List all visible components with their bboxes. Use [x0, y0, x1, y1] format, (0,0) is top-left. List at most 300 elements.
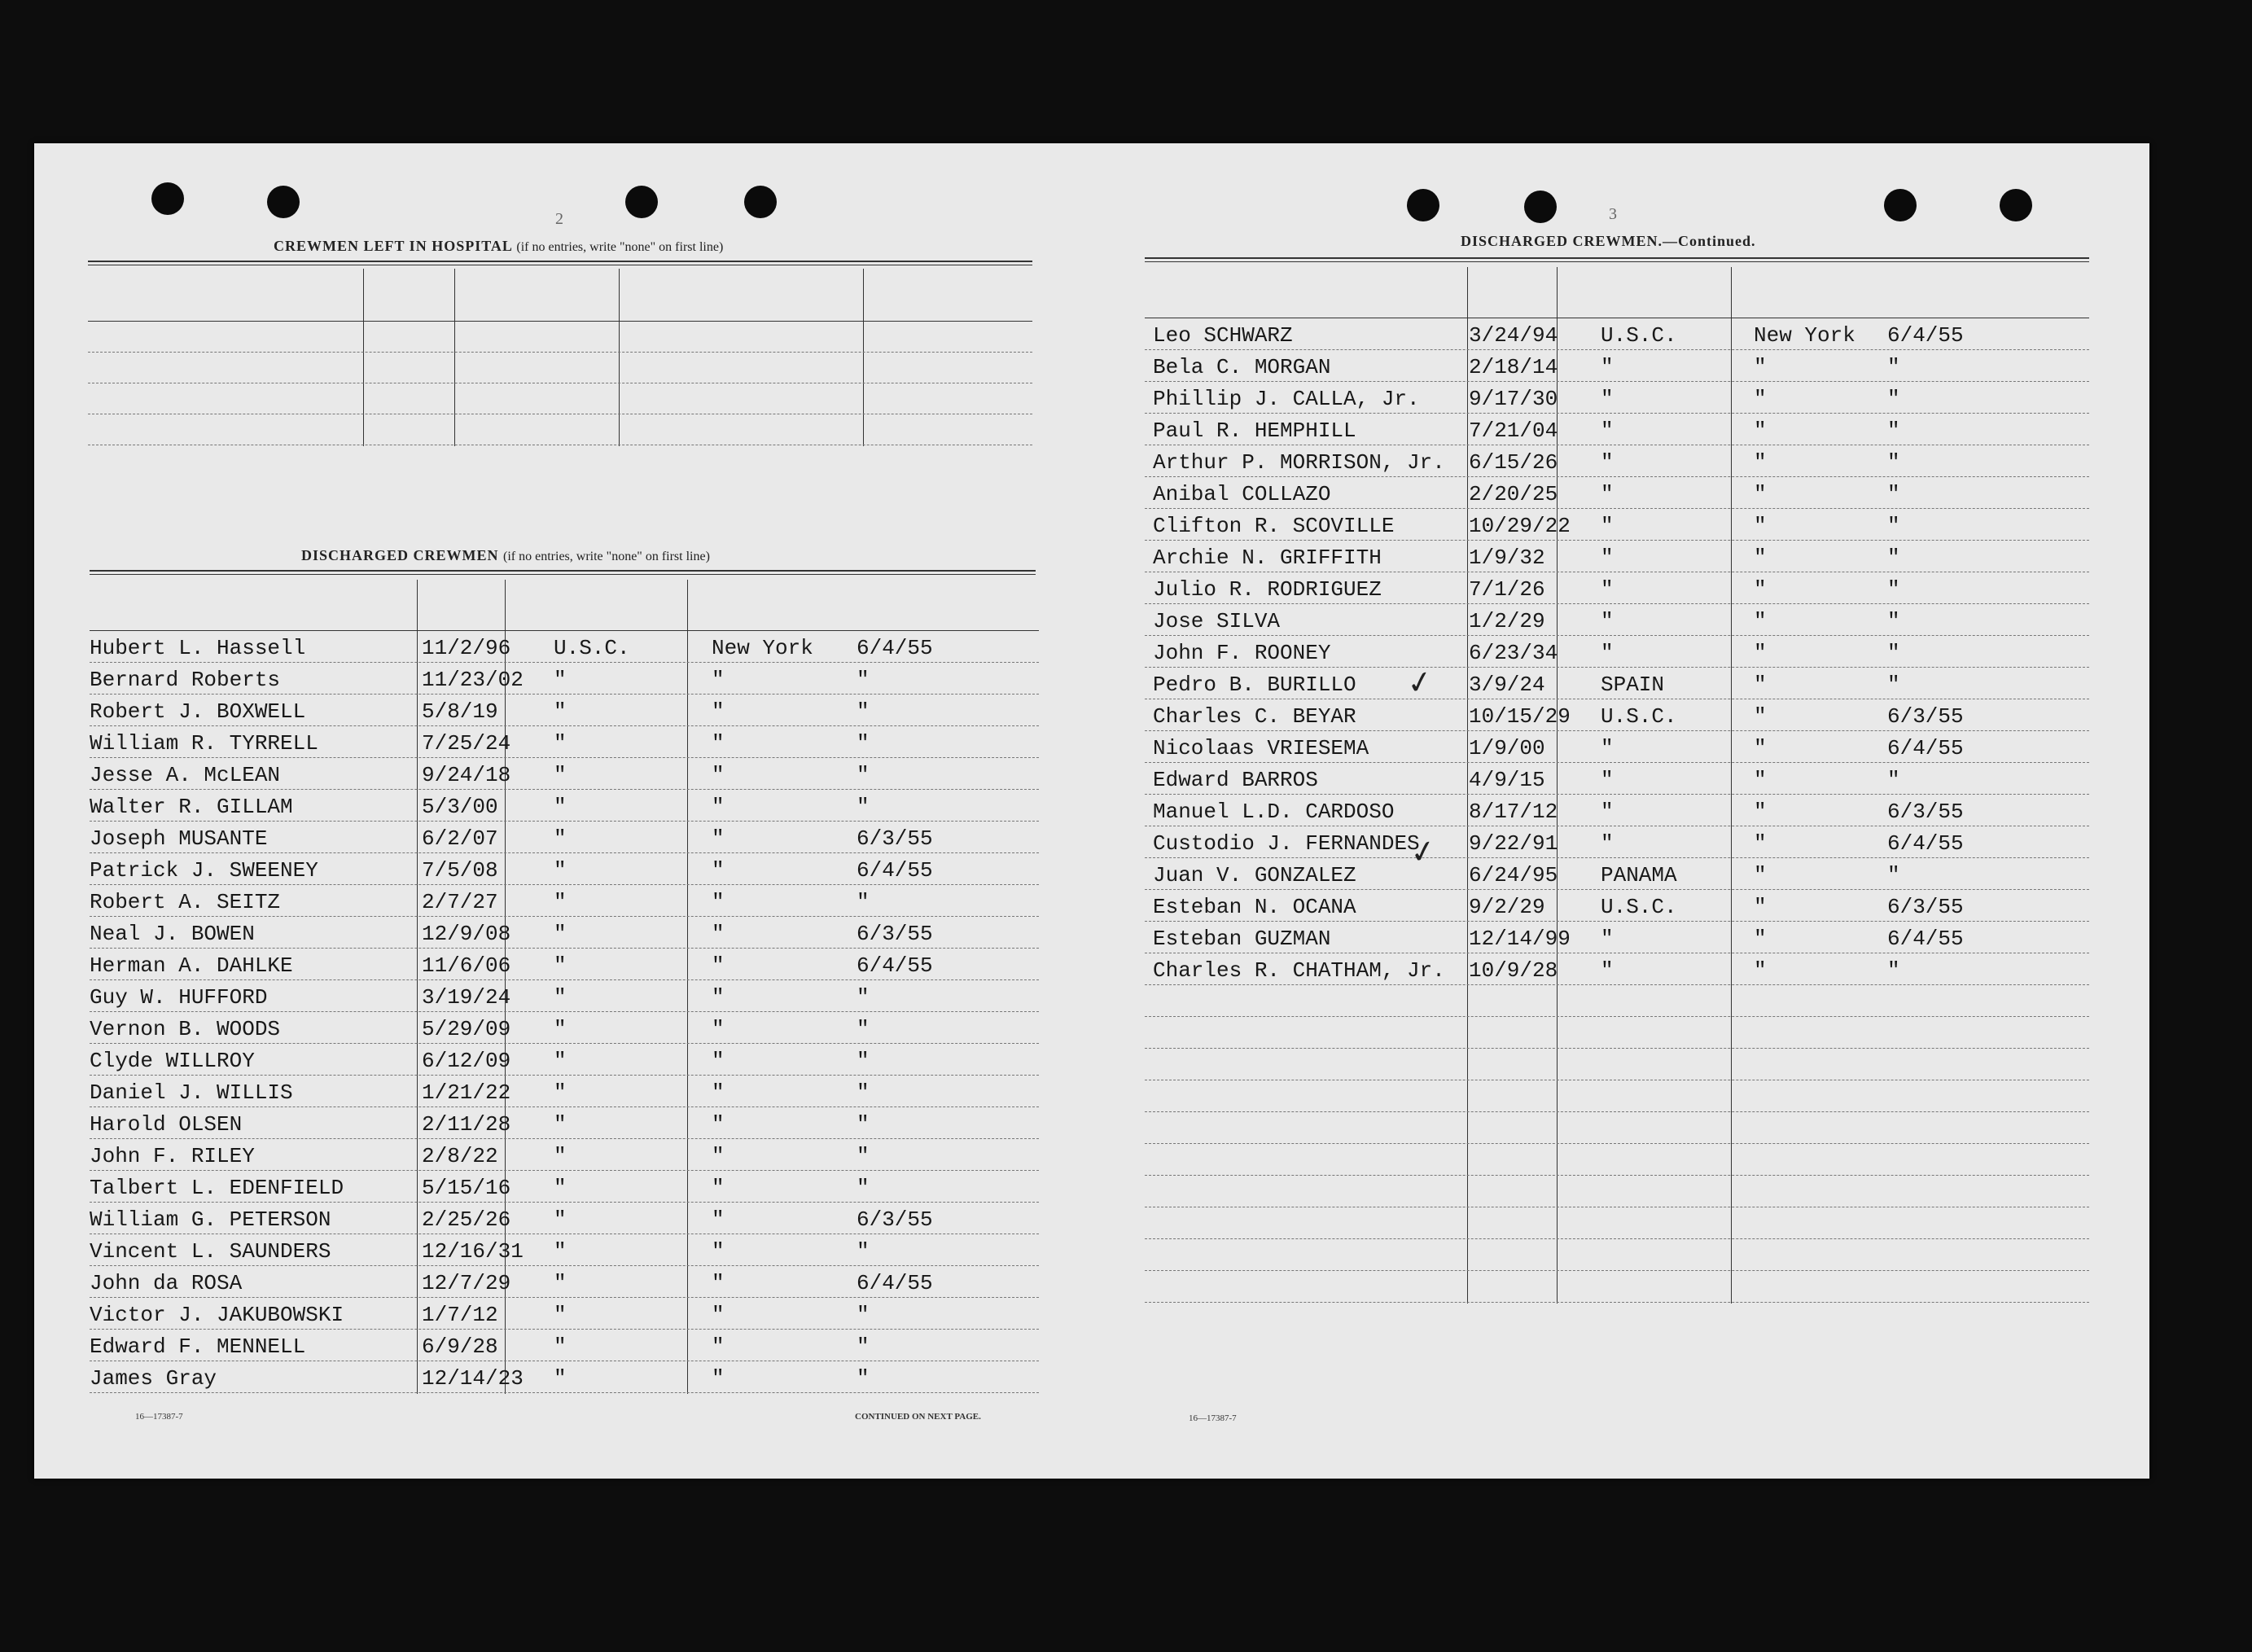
signed-on-date: 6/3/55	[857, 922, 933, 946]
signed-on-place: "	[712, 699, 725, 724]
signed-on-place: "	[712, 763, 725, 787]
date-of-birth: 6/24/95	[1469, 863, 1558, 887]
crew-name: Harold OLSEN	[90, 1112, 243, 1137]
signed-on-place: "	[712, 1366, 725, 1391]
signed-on-place: "	[1754, 800, 1767, 824]
signed-on-date: "	[1887, 355, 1900, 379]
table-row	[34, 1014, 870, 1044]
date-of-birth: 6/2/07	[422, 826, 498, 851]
table-row	[34, 1110, 870, 1139]
table-row	[34, 1205, 933, 1234]
signed-on-date: "	[1887, 863, 1900, 887]
crew-name: Joseph MUSANTE	[90, 826, 268, 851]
citizenship: "	[554, 1112, 567, 1137]
signed-on-date: 6/4/55	[857, 1271, 933, 1295]
date-of-birth: 2/7/27	[422, 890, 498, 914]
crew-name: John F. ROONEY	[1153, 641, 1331, 665]
date-of-birth: 6/15/26	[1469, 450, 1558, 475]
crew-name: Walter R. GILLAM	[90, 795, 293, 819]
row-rule	[1145, 1016, 2089, 1017]
hospital-title-text: CREWMEN LEFT IN HOSPITAL	[274, 238, 512, 254]
citizenship: "	[1601, 482, 1614, 506]
row-rule	[88, 352, 1032, 353]
signed-on-place: "	[1754, 768, 1767, 792]
column-header	[1145, 270, 1467, 282]
signed-on-date: "	[857, 985, 870, 1010]
table-row	[34, 1300, 870, 1330]
date-of-birth: 6/12/09	[422, 1049, 511, 1073]
table-row	[34, 983, 870, 1012]
crew-name: Leo SCHWARZ	[1153, 323, 1293, 348]
crew-name: William R. TYRRELL	[90, 731, 318, 756]
signed-on-date: "	[857, 731, 870, 756]
signed-on-place: "	[712, 953, 725, 978]
crew-name: Talbert L. EDENFIELD	[90, 1176, 344, 1200]
crew-name: Clyde WILLROY	[90, 1049, 255, 1073]
citizenship: "	[1601, 418, 1614, 443]
signed-on-date: "	[1887, 609, 1900, 633]
header-rule	[88, 321, 1032, 322]
crew-name: Edward F. MENNELL	[90, 1334, 306, 1359]
citizenship: "	[1601, 958, 1614, 983]
punch-hole	[1407, 189, 1439, 221]
page-number-right: 3	[1609, 205, 1617, 223]
crew-name: Bernard Roberts	[90, 668, 281, 692]
signed-on-place: "	[712, 1207, 725, 1232]
signed-on-place: "	[1754, 387, 1767, 411]
signed-on-place: "	[712, 985, 725, 1010]
signed-on-place: "	[712, 1303, 725, 1327]
row-rule	[1145, 1238, 2089, 1239]
date-of-birth: 1/9/32	[1469, 546, 1545, 570]
date-of-birth: 11/2/96	[422, 636, 511, 660]
date-of-birth: 1/2/29	[1469, 609, 1545, 633]
date-of-birth: 2/20/25	[1469, 482, 1558, 506]
signed-on-date: "	[1887, 482, 1900, 506]
right-top-rule	[1145, 257, 2089, 262]
crew-name: Arthur P. MORRISON, Jr.	[1153, 450, 1445, 475]
crew-name: Esteban GUZMAN	[1153, 927, 1331, 951]
signed-on-place: "	[1754, 418, 1767, 443]
table-row	[34, 480, 1900, 509]
citizenship: "	[1601, 514, 1614, 538]
date-of-birth: 9/17/30	[1469, 387, 1558, 411]
table-row	[34, 448, 1900, 477]
crew-name: Vernon B. WOODS	[90, 1017, 281, 1041]
citizenship: "	[1601, 800, 1614, 824]
crew-name: Jose SILVA	[1153, 609, 1281, 633]
signed-on-date: 6/4/55	[1887, 927, 1964, 951]
table-row	[34, 384, 1900, 414]
signed-on-place: "	[712, 922, 725, 946]
signed-on-date: "	[1887, 958, 1900, 983]
signed-on-place: "	[1754, 546, 1767, 570]
signed-on-place: "	[712, 1049, 725, 1073]
citizenship: U.S.C.	[1601, 704, 1677, 729]
form-number-right: 16—17387-7	[1189, 1413, 1237, 1423]
signed-on-date: "	[857, 1366, 870, 1391]
row-rule	[1145, 1048, 2089, 1049]
citizenship: PANAMA	[1601, 863, 1677, 887]
punch-hole	[744, 186, 777, 218]
citizenship: "	[554, 668, 567, 692]
citizenship: "	[554, 1366, 567, 1391]
signed-on-date: 6/3/55	[857, 1207, 933, 1232]
column-divider	[863, 269, 864, 446]
column-divider	[363, 269, 364, 446]
date-of-birth: 10/29/22	[1469, 514, 1571, 538]
date-of-birth: 11/23/02	[422, 668, 524, 692]
date-of-birth: 1/9/00	[1469, 736, 1545, 760]
citizenship: "	[1601, 641, 1614, 665]
citizenship: "	[554, 1303, 567, 1327]
table-row	[34, 575, 1900, 604]
date-of-birth: 7/21/04	[1469, 418, 1558, 443]
citizenship: "	[554, 858, 567, 883]
crew-name: Esteban N. OCANA	[1153, 895, 1356, 919]
date-of-birth: 8/17/12	[1469, 800, 1558, 824]
signed-on-date: "	[857, 1303, 870, 1327]
table-row	[34, 511, 1900, 541]
date-of-birth: 10/15/29	[1469, 704, 1571, 729]
crew-name: Neal J. BOWEN	[90, 922, 255, 946]
citizenship: SPAIN	[1601, 673, 1665, 697]
signed-on-place: "	[1754, 927, 1767, 951]
signed-on-date: "	[1887, 673, 1900, 697]
handwritten-check-mark: ✓	[1404, 662, 1436, 703]
crew-name: Juan V. GONZALEZ	[1153, 863, 1356, 887]
citizenship: "	[554, 795, 567, 819]
table-row	[34, 607, 1900, 636]
citizenship: "	[554, 763, 567, 787]
row-rule	[1145, 635, 2089, 636]
citizenship: "	[554, 985, 567, 1010]
crew-name: Hubert L. Hassell	[90, 636, 306, 660]
signed-on-date: 6/3/55	[857, 826, 933, 851]
signed-on-date: "	[1887, 768, 1900, 792]
crew-name: Patrick J. SWEENEY	[90, 858, 318, 883]
column-header	[863, 272, 1032, 283]
punch-hole	[151, 182, 184, 215]
table-row	[34, 416, 1900, 445]
crew-name: Daniel J. WILLIS	[90, 1080, 293, 1105]
continued-note: CONTINUED ON NEXT PAGE.	[855, 1412, 981, 1422]
column-divider	[619, 269, 620, 446]
signed-on-date: "	[857, 1144, 870, 1168]
date-of-birth: 12/7/29	[422, 1271, 511, 1295]
citizenship: "	[554, 1239, 567, 1264]
signed-on-place: "	[712, 1334, 725, 1359]
crew-name: James Gray	[90, 1366, 217, 1391]
crew-name: Robert A. SEITZ	[90, 890, 281, 914]
signed-on-place: "	[712, 1144, 725, 1168]
citizenship: "	[554, 922, 567, 946]
signed-on-date: "	[1887, 418, 1900, 443]
signed-on-date: "	[1887, 641, 1900, 665]
table-row	[34, 1173, 870, 1203]
handwritten-check-mark: ✓	[1407, 831, 1439, 872]
citizenship: "	[554, 1176, 567, 1200]
signed-on-date: "	[857, 1080, 870, 1105]
citizenship: "	[1601, 927, 1614, 951]
citizenship: U.S.C.	[1601, 323, 1677, 348]
punch-hole	[1884, 189, 1917, 221]
date-of-birth: 11/6/06	[422, 953, 511, 978]
signed-on-place: "	[1754, 641, 1767, 665]
date-of-birth: 12/14/23	[422, 1366, 524, 1391]
hospital-top-rule	[88, 261, 1032, 265]
crew-name: Guy W. HUFFORD	[90, 985, 268, 1010]
date-of-birth: 1/21/22	[422, 1080, 511, 1105]
hospital-section-title	[274, 238, 723, 255]
punch-hole	[267, 186, 300, 218]
row-rule	[1145, 1270, 2089, 1271]
crew-name: Charles R. CHATHAM, Jr.	[1153, 958, 1445, 983]
date-of-birth: 9/24/18	[422, 763, 511, 787]
citizenship: "	[554, 1207, 567, 1232]
column-divider	[417, 580, 418, 1394]
column-header	[363, 272, 454, 283]
discharged-title-note: (if no entries, write "none" on first line)	[503, 550, 710, 563]
signed-on-date: 6/3/55	[1887, 800, 1964, 824]
crew-name: Victor J. JAKUBOWSKI	[90, 1303, 344, 1327]
signed-on-date: "	[1887, 514, 1900, 538]
discharged-title-text: DISCHARGED CREWMEN	[301, 547, 499, 563]
signed-on-date: 6/4/55	[857, 858, 933, 883]
punch-hole	[625, 186, 658, 218]
signed-on-place: "	[1754, 514, 1767, 538]
row-rule	[1145, 1111, 2089, 1112]
signed-on-date: 6/4/55	[1887, 831, 1964, 856]
crew-name: Bela C. MORGAN	[1153, 355, 1331, 379]
table-row	[34, 321, 1964, 350]
crew-name: Jesse A. McLEAN	[90, 763, 281, 787]
crew-name: Phillip J. CALLA, Jr.	[1153, 387, 1420, 411]
crew-name: Edward BARROS	[1153, 768, 1318, 792]
signed-on-date: "	[857, 1176, 870, 1200]
date-of-birth: 2/18/14	[1469, 355, 1558, 379]
signed-on-place: "	[1754, 450, 1767, 475]
date-of-birth: 12/14/99	[1469, 927, 1571, 951]
table-row	[34, 1142, 870, 1171]
signed-on-date: "	[1887, 450, 1900, 475]
table-row	[34, 1046, 870, 1076]
signed-on-place: "	[1754, 609, 1767, 633]
signed-on-place: "	[712, 1271, 725, 1295]
column-divider	[687, 580, 688, 1394]
date-of-birth: 7/5/08	[422, 858, 498, 883]
citizenship: "	[554, 953, 567, 978]
table-row	[34, 1364, 870, 1393]
signed-on-place: New York	[712, 636, 813, 660]
signed-on-date: 6/3/55	[1887, 704, 1964, 729]
crew-name: Nicolaas VRIESEMA	[1153, 736, 1369, 760]
citizenship: "	[1601, 355, 1614, 379]
signed-on-place: "	[712, 1239, 725, 1264]
date-of-birth: 7/25/24	[422, 731, 511, 756]
signed-on-place: "	[1754, 863, 1767, 887]
date-of-birth: 6/9/28	[422, 1334, 498, 1359]
signed-on-date: "	[857, 699, 870, 724]
signed-on-place: "	[1754, 704, 1767, 729]
signed-on-date: "	[857, 1334, 870, 1359]
signed-on-date: "	[857, 795, 870, 819]
citizenship: U.S.C.	[1601, 895, 1677, 919]
citizenship: U.S.C.	[554, 636, 630, 660]
crew-name: Charles C. BEYAR	[1153, 704, 1356, 729]
citizenship: "	[1601, 609, 1614, 633]
signed-on-date: 6/4/55	[857, 953, 933, 978]
signed-on-date: "	[857, 890, 870, 914]
date-of-birth: 9/22/91	[1469, 831, 1558, 856]
citizenship: "	[1601, 546, 1614, 570]
signed-on-place: New York	[1754, 323, 1855, 348]
signed-on-place: "	[712, 1017, 725, 1041]
signed-on-date: "	[857, 763, 870, 787]
crew-name: Archie N. GRIFFITH	[1153, 546, 1382, 570]
crew-name: Robert J. BOXWELL	[90, 699, 306, 724]
signed-on-place: "	[1754, 736, 1767, 760]
signed-on-place: "	[1754, 355, 1767, 379]
date-of-birth: 7/1/26	[1469, 577, 1545, 602]
date-of-birth: 5/3/00	[422, 795, 498, 819]
signed-on-place: "	[712, 858, 725, 883]
row-rule	[1145, 1143, 2089, 1144]
row-rule	[1145, 1302, 2089, 1303]
signed-on-date: "	[857, 1112, 870, 1137]
signed-on-place: "	[1754, 577, 1767, 602]
column-header	[90, 583, 417, 594]
crew-name: Anibal COLLAZO	[1153, 482, 1331, 506]
crew-name: Paul R. HEMPHILL	[1153, 418, 1356, 443]
signed-on-place: "	[1754, 482, 1767, 506]
form-number-left: 16—17387-7	[135, 1412, 183, 1422]
signed-on-date: "	[857, 668, 870, 692]
signed-on-date: "	[857, 1239, 870, 1264]
signed-on-place: "	[1754, 895, 1767, 919]
crew-name: William G. PETERSON	[90, 1207, 331, 1232]
column-divider	[1467, 267, 1468, 1304]
citizenship: "	[1601, 768, 1614, 792]
row-rule	[1145, 1175, 2089, 1176]
discharged-section-title	[301, 547, 710, 564]
crew-name: Custodio J. FERNANDES	[1153, 831, 1420, 856]
punch-hole	[1524, 191, 1557, 223]
crew-name: Vincent L. SAUNDERS	[90, 1239, 331, 1264]
signed-on-place: "	[1754, 958, 1767, 983]
signed-on-place: "	[712, 890, 725, 914]
hospital-title-note: (if no entries, write "none" on first line)	[516, 240, 724, 254]
punch-hole	[2000, 189, 2032, 221]
page-number-left: 2	[555, 210, 563, 228]
citizenship: "	[554, 1334, 567, 1359]
citizenship: "	[554, 699, 567, 724]
column-header	[88, 272, 363, 283]
date-of-birth: 10/9/28	[1469, 958, 1558, 983]
citizenship: "	[554, 1049, 567, 1073]
discharged-top-rule	[90, 570, 1036, 575]
citizenship: "	[554, 1144, 567, 1168]
column-divider	[1731, 267, 1732, 1304]
signed-on-place: "	[712, 826, 725, 851]
column-header	[1467, 270, 1557, 282]
signed-on-date: "	[1887, 387, 1900, 411]
signed-on-place: "	[712, 1080, 725, 1105]
table-row	[34, 353, 1900, 382]
signed-on-date: 6/3/55	[1887, 895, 1964, 919]
date-of-birth: 9/2/29	[1469, 895, 1545, 919]
crew-name: Manuel L.D. CARDOSO	[1153, 800, 1395, 824]
date-of-birth: 2/25/26	[422, 1207, 511, 1232]
signed-on-date: 6/4/55	[1887, 323, 1964, 348]
signed-on-place: "	[712, 668, 725, 692]
crew-name: John F. RILEY	[90, 1144, 255, 1168]
date-of-birth: 4/9/15	[1469, 768, 1545, 792]
date-of-birth: 3/9/24	[1469, 673, 1545, 697]
citizenship: "	[1601, 831, 1614, 856]
crew-name: Herman A. DAHLKE	[90, 953, 293, 978]
signed-on-date: 6/4/55	[1887, 736, 1964, 760]
table-row	[34, 1078, 870, 1107]
crew-name: Clifton R. SCOVILLE	[1153, 514, 1395, 538]
table-row	[34, 1269, 933, 1298]
citizenship: "	[1601, 450, 1614, 475]
header-rule	[90, 630, 1039, 631]
date-of-birth: 6/23/34	[1469, 641, 1558, 665]
column-divider	[454, 269, 455, 446]
citizenship: "	[554, 1017, 567, 1041]
table-row	[34, 1237, 870, 1266]
date-of-birth: 3/19/24	[422, 985, 511, 1010]
column-header	[417, 583, 505, 594]
signed-on-place: "	[712, 1112, 725, 1137]
signed-on-place: "	[712, 795, 725, 819]
crew-name: John da ROSA	[90, 1271, 243, 1295]
crew-name: Pedro B. BURILLO	[1153, 673, 1356, 697]
citizenship: "	[1601, 387, 1614, 411]
citizenship: "	[1601, 736, 1614, 760]
date-of-birth: 5/29/09	[422, 1017, 511, 1041]
table-row	[34, 1332, 870, 1361]
signed-on-date: "	[1887, 577, 1900, 602]
date-of-birth: 2/11/28	[422, 1112, 511, 1137]
signed-on-place: "	[712, 1176, 725, 1200]
signed-on-date: "	[857, 1017, 870, 1041]
date-of-birth: 2/8/22	[422, 1144, 498, 1168]
date-of-birth: 5/15/16	[422, 1176, 511, 1200]
date-of-birth: 5/8/19	[422, 699, 498, 724]
continued-section-title: DISCHARGED CREWMEN.—Continued.	[1461, 233, 1756, 249]
signed-on-place: "	[712, 731, 725, 756]
crew-name: Julio R. RODRIGUEZ	[1153, 577, 1382, 602]
citizenship: "	[554, 1271, 567, 1295]
date-of-birth: 12/16/31	[422, 1239, 524, 1264]
date-of-birth: 3/24/94	[1469, 323, 1558, 348]
signed-on-date: "	[1887, 546, 1900, 570]
citizenship: "	[554, 890, 567, 914]
signed-on-date: "	[857, 1049, 870, 1073]
citizenship: "	[554, 1080, 567, 1105]
ledger-page-spread	[34, 143, 2149, 1479]
citizenship: "	[554, 826, 567, 851]
citizenship: "	[554, 731, 567, 756]
date-of-birth: 12/9/08	[422, 922, 511, 946]
citizenship: "	[1601, 577, 1614, 602]
signed-on-place: "	[1754, 673, 1767, 697]
date-of-birth: 1/7/12	[422, 1303, 498, 1327]
signed-on-date: 6/4/55	[857, 636, 933, 660]
signed-on-place: "	[1754, 831, 1767, 856]
